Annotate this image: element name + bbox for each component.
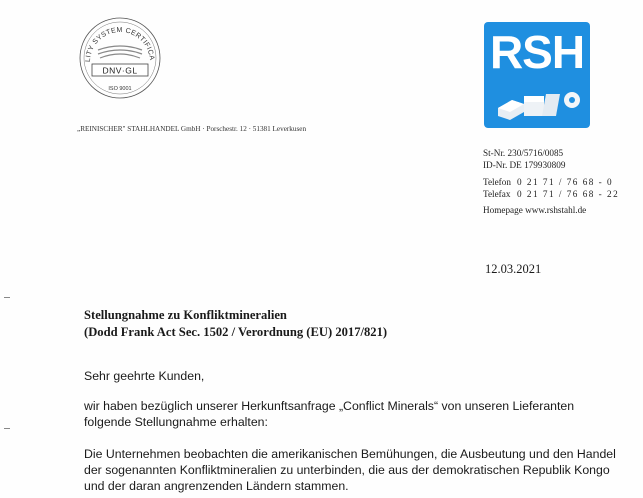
seal-standard: ISO 9001 [108, 86, 132, 92]
fax-number: 0 21 71 / 76 68 - 22 [517, 189, 620, 199]
svg-text:QUALITY SYSTEM CERTIFICATION [76, 14, 155, 62]
tax-number: St-Nr. 230/5716/0085 [483, 148, 564, 158]
statement-line-3: und der daran angrenzenden Ländern stammen. [84, 479, 349, 493]
punch-mark [4, 428, 10, 429]
statement-paragraph [84, 446, 616, 494]
fax-row [483, 188, 619, 200]
seal-brand: DNV·GL [102, 65, 138, 76]
seal-graphic [76, 14, 164, 102]
subject [84, 307, 387, 341]
phone-label: Telefon [483, 177, 511, 187]
subject-line-2: (Dodd Frank Act Sec. 1502 / Verordnung (EU) 2017/821) [84, 325, 388, 339]
intro-paragraph [84, 398, 574, 430]
salutation: Sehr geehrte Kunden, [84, 369, 205, 383]
phone-row [483, 176, 619, 188]
logo-text: RSH [489, 26, 585, 78]
seal-arc-text: LITY SYSTEM CERTIFICA [84, 26, 155, 63]
subject-line-1: Stellungnahme zu Konfliktmineralien [84, 308, 287, 322]
steel-shapes-icon [484, 78, 590, 128]
sender-address-line: „REINISCHER" STAHLHANDEL GmbH · Porschestr. 12 · 51381 Leverkusen [77, 125, 307, 133]
company-info [483, 147, 619, 216]
letter-date: 12.03.2021 [485, 262, 542, 276]
homepage: Homepage www.rshstahl.de [483, 205, 587, 215]
dnv-gl-certification-seal [76, 14, 164, 102]
fax-label: Telefax [483, 189, 511, 199]
statement-line-1: Die Unternehmen beobachten die amerikanischen Bemühungen, die Ausbeutung und den Handel [84, 447, 616, 461]
phone-number: 0 21 71 / 76 68 - 0 [517, 177, 614, 187]
intro-line-1: wir haben bezüglich unserer Herkunftsanfrage „Conflict Minerals“ von unseren Lieferanten [84, 399, 575, 413]
vat-id: ID-Nr. DE 179930809 [483, 160, 566, 170]
fold-mark [4, 297, 10, 298]
intro-line-2: folgende Stellungnahme erhalten: [84, 415, 268, 429]
rsh-logo [484, 22, 590, 128]
statement-line-2: der sogenannten Konfliktmineralien zu unterbinden, die aus der demokratischen Republik Kongo [84, 463, 610, 477]
